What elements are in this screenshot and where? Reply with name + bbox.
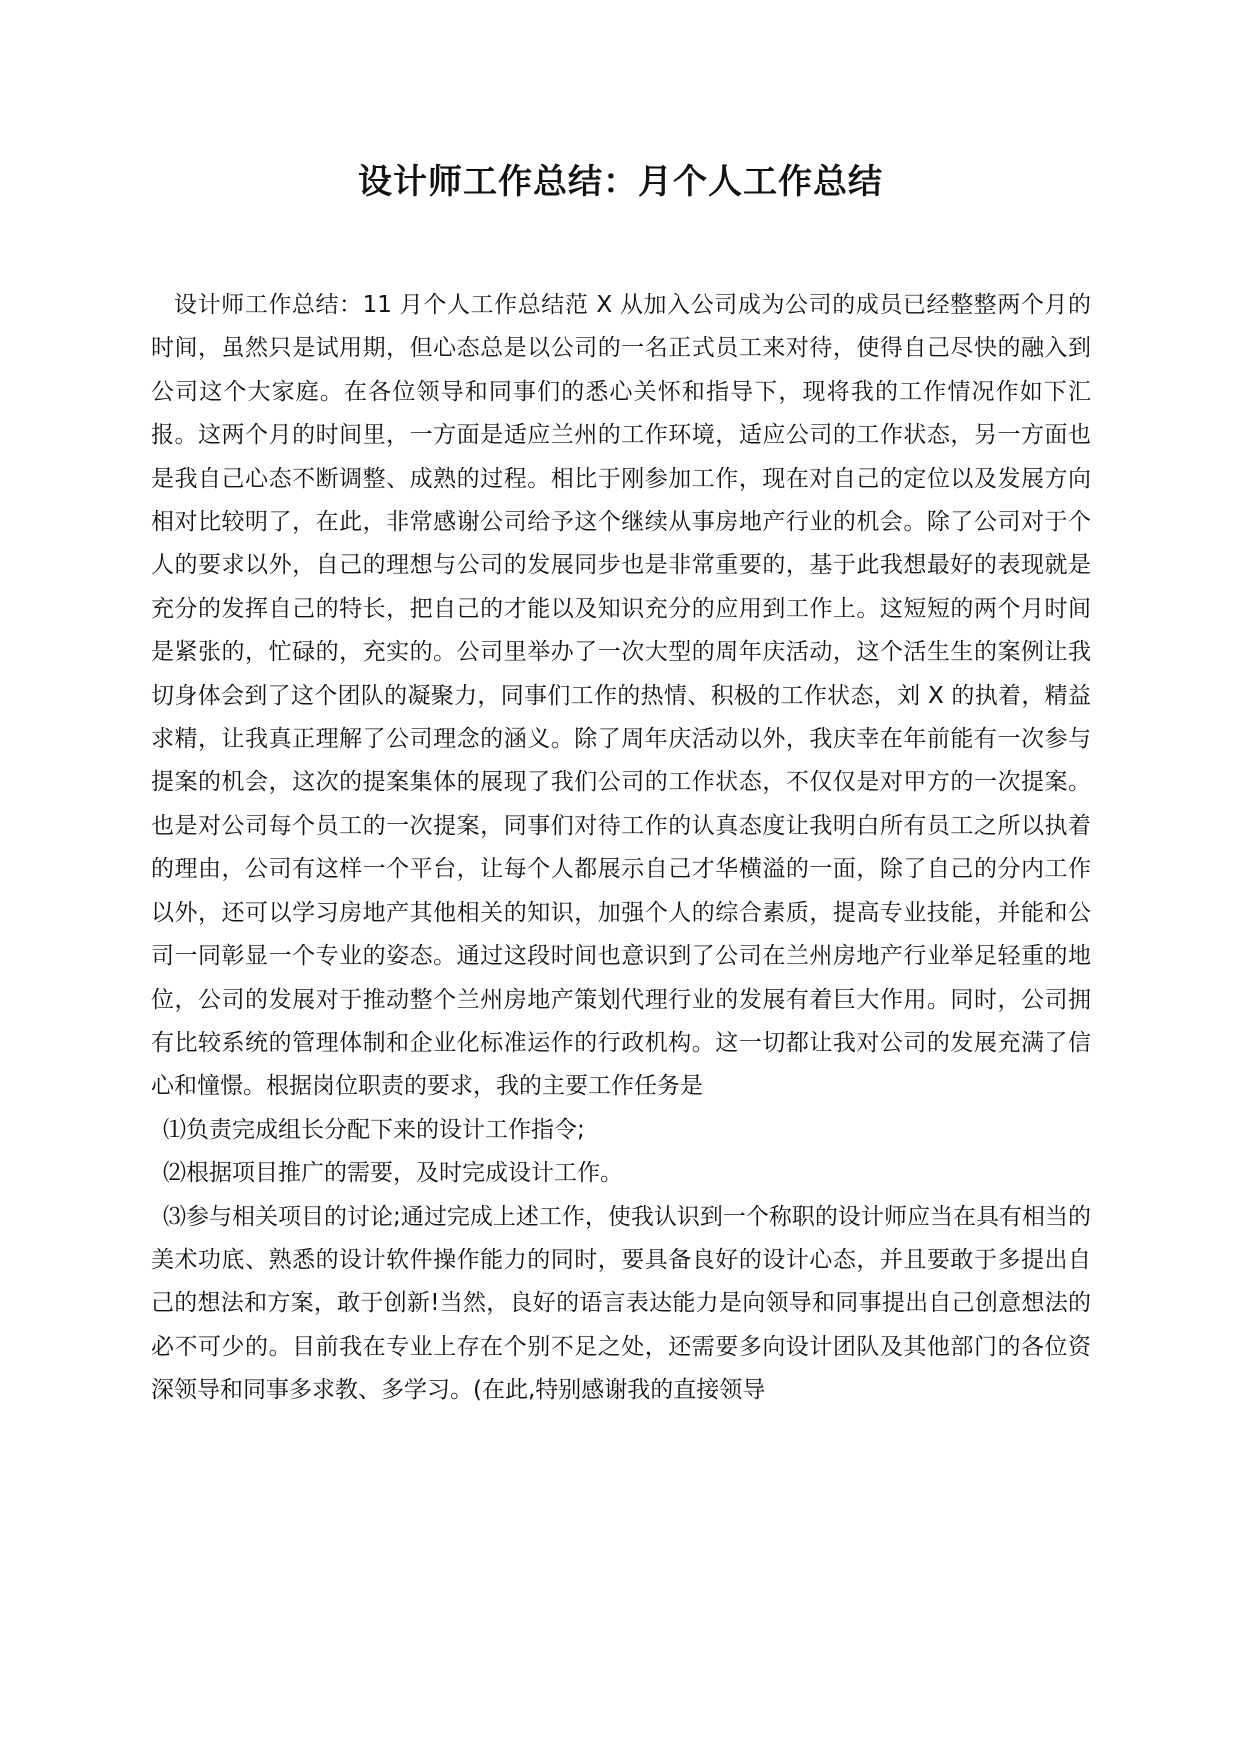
document-body <box>151 284 1091 1413</box>
body-paragraph: 设计师工作总结：11 月个人工作总结范 X 从加入公司成为公司的成员已经整整两个月的时间，虽然只是试用期，但心态总是以公司的一名正式员工来对待，使得自己尽快的融入到公司这个大家庭。在各位领导和同事们的悉心关怀和指导下，现将我的工作情况作如下汇报。这两个月的时间里，一方面是适应兰州的工作环境，适应公司的工作状态，另一方面也是我自己心态不断调整、成熟的过程。相比于刚参加工作，现在对自己的定位以及发展方向相对比较明了，在此，非常感谢公司给予这个继续从事房地产行业的机会。除了公司对于个人的要求以外，自己的理想与公司的发展同步也是非常重要的，基于此我想最好的表现就是充分的发挥自己的特长，把自己的才能以及知识充分的应用到工作上。这短短的两个月时间是紧张的，忙碌的，充实的。公司里举办了一次大型的周年庆活动，这个活生生的案例让我切身体会到了这个团队的凝聚力，同事们工作的热情、积极的工作状态，刘 X 的执着，精益求精，让我真正理解了公司理念的涵义。除了周年庆活动以外，我庆幸在年前能有一次参与提案的机会，这次的提案集体的展现了我们公司的工作状态，不仅仅是对甲方的一次提案。也是对公司每个员工的一次提案，同事们对待工作的认真态度让我明白所有员工之所以执着的理由，公司有这样一个平台，让每个人都展示自己才华横溢的一面，除了自己的分内工作以外，还可以学习房地产其他相关的知识，加强个人的综合素质，提高专业技能，并能和公司一同彰显一个专业的姿态。通过这段时间也意识到了公司在兰州房地产行业举足轻重的地位，公司的发展对于推动整个兰州房地产策划代理行业的发展有着巨大作用。同时，公司拥有比较系统的管理体制和企业化标准运作的行政机构。这一切都让我对公司的发展充满了信心和憧憬。根据岗位职责的要求，我的主要工作任务是 <box>151 292 1091 1100</box>
task-item-2: ⑵根据项目推广的需要，及时完成设计工作。 <box>163 1160 623 1187</box>
task-item-1: ⑴负责完成组长分配下来的设计工作指令; <box>163 1116 585 1143</box>
task-item-3: ⑶参与相关项目的讨论;通过完成上述工作，使我认识到一个称职的设计师应当在具有相当的美术功底、熟悉的设计软件操作能力的同时，要具备良好的设计心态，并且要敢于多提出自己的想法和方案，敢于创新!当然，良好的语言表达能力是向领导和同事提出自己创意想法的必不可少的。目前我在专业上存在个别不足之处，还需要多向设计团队及其他部门的各位资深领导和同事多求教、多学习。(在此,特别感谢我的直接领导 <box>151 1203 1091 1404</box>
document-title: 设计师工作总结：月个人工作总结 <box>358 162 883 202</box>
